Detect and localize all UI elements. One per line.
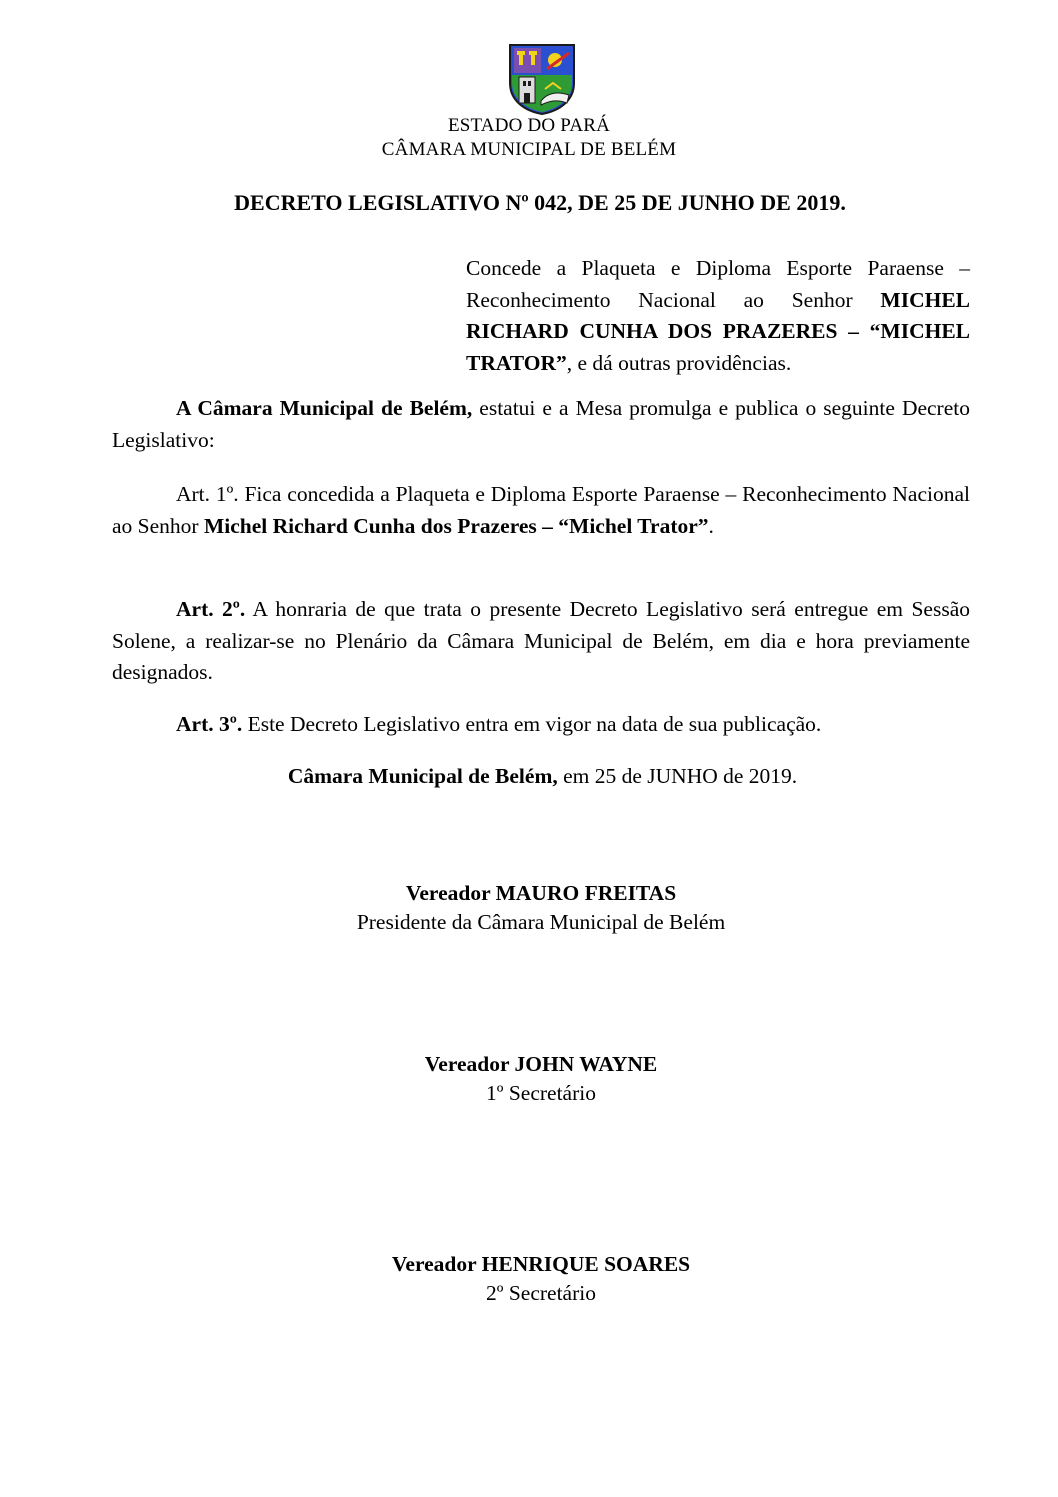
summary-text-end: , e dá outras providências. bbox=[566, 350, 792, 375]
signature-name: Vereador HENRIQUE SOARES bbox=[391, 1252, 691, 1276]
article-2 bbox=[112, 594, 970, 689]
article-3-text: Este Decreto Legislativo entra em vigor na data de sua publicação. bbox=[242, 712, 822, 736]
article-1 bbox=[112, 479, 970, 542]
decree-title: DECRETO LEGISLATIVO Nº 042, DE 25 DE JUNHO DE 2019. bbox=[234, 190, 846, 215]
article-2-label: Art. 2º. bbox=[176, 597, 246, 621]
signature-second-secretary bbox=[0, 1250, 1058, 1308]
signature-name: Vereador MAURO FREITAS bbox=[405, 881, 677, 905]
closing-line bbox=[0, 764, 1058, 789]
summary-text: Concede a Plaqueta e Diploma Esporte Paraense – Reconhecimento Nacional ao Senhor bbox=[466, 256, 970, 312]
signature-role: 2º Secretário bbox=[486, 1281, 596, 1305]
header-state: ESTADO DO PARÁ bbox=[447, 115, 611, 136]
preamble bbox=[112, 393, 970, 456]
signature-role: Presidente da Câmara Municipal de Belém bbox=[356, 910, 726, 934]
closing-place: Câmara Municipal de Belém, bbox=[287, 764, 558, 788]
signature-role: 1º Secretário bbox=[486, 1081, 596, 1105]
article-1-text-end: . bbox=[708, 513, 714, 538]
header-chamber: CÂMARA MUNICIPAL DE BELÉM bbox=[381, 139, 677, 160]
article-1-text: Fica concedida a Plaqueta e Diploma Esporte Paraense – Reconhecimento Nacional ao Senhor bbox=[112, 482, 970, 538]
article-3-label: Art. 3º. bbox=[176, 712, 243, 736]
signature-president bbox=[0, 879, 1058, 937]
article-1-honoree: Michel Richard Cunha dos Prazeres – “Michel Trator” bbox=[203, 513, 709, 538]
closing-date: em 25 de JUNHO de 2019. bbox=[557, 764, 798, 788]
decree-summary bbox=[466, 253, 970, 379]
article-1-label: Art. 1º. bbox=[176, 482, 239, 506]
municipal-coat-of-arms-icon bbox=[507, 43, 577, 115]
article-3 bbox=[112, 709, 970, 741]
summary-honoree: MICHEL RICHARD CUNHA DOS PRAZERES – “MICHEL TRATOR” bbox=[466, 287, 970, 375]
article-2-text: A honraria de que trata o presente Decreto Legislativo será entregue em Sessão Solene, a realizar-se no Plenário da Câmara Municipal de Belém, em dia e hora previamente designados. bbox=[112, 597, 970, 684]
preamble-subject: A Câmara Municipal de Belém, bbox=[176, 396, 473, 420]
preamble-text: estatui e a Mesa promulga e publica o seguinte Decreto Legislativo: bbox=[112, 396, 970, 452]
signature-name: Vereador JOHN WAYNE bbox=[424, 1052, 658, 1076]
signature-first-secretary bbox=[0, 1050, 1058, 1108]
